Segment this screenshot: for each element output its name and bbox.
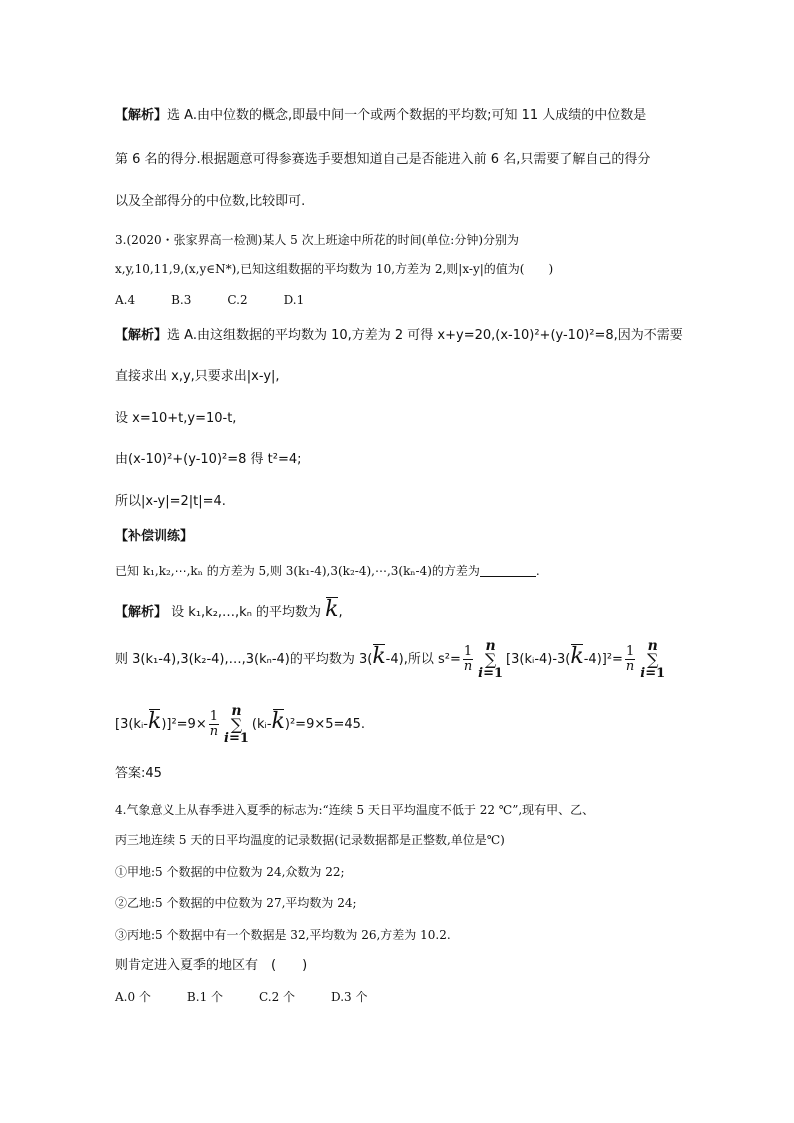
fraction-numerator: 1 — [463, 644, 473, 659]
fraction-denominator: n — [625, 659, 635, 674]
supplementary-heading: 【补偿训练】 — [115, 529, 194, 544]
analysis-line-3: 以及全部得分的中位数,比较即可. — [115, 194, 306, 209]
analysis-tag: 【解析】 — [115, 108, 168, 123]
answer-line: 答案:45 — [115, 766, 162, 781]
fraction-denominator: n — [463, 659, 473, 674]
solution-text: 选 A.由这组数据的平均数为 10,方差为 2 可得 x+y=20,(x-10)²+(y-10)²=8,因为不需要 — [167, 328, 683, 343]
sum-lower-limit — [640, 667, 665, 681]
k-bar-symbol: k — [570, 644, 584, 669]
analysis-line-2: 第 6 名的得分.根据题意可得参赛选手要想知道自己是否能进入前 6 名,只需要了解自己的得分 — [115, 152, 651, 167]
sol2-text-c: [3(kᵢ-4)-3( — [506, 652, 571, 667]
k-bar-symbol: k — [372, 644, 386, 669]
sum-start: =1 — [483, 665, 504, 681]
question-3-line-2: x,y,10,11,9,(x,y∈N*),已知这组数据的平均数为 10,方差为 2,则|x-y|的值为( ) — [115, 262, 554, 276]
analysis-text: 选 A.由中位数的概念,即最中间一个或两个数据的平均数;可知 11 人成绩的中位数是 — [167, 108, 647, 123]
k-bar-symbol: k — [147, 709, 162, 734]
fraction-denominator: n — [209, 724, 219, 739]
sum-index: i — [224, 730, 229, 746]
fraction-numerator: 1 — [625, 644, 635, 659]
sol3-text-d: )²=9×5=45. — [284, 717, 366, 732]
question-4-options: A.0 个 B.1 个 C.2 个 D.3 个 — [115, 990, 368, 1004]
question-4-line-1: 4.气象意义上从春季进入夏季的标志为:“连续 5 天日平均温度不低于 22 ℃”,现有甲、乙、 — [115, 803, 595, 817]
comma: , — [338, 605, 343, 620]
solution-3-line-1 — [115, 328, 683, 344]
supplementary-solution-line-3 — [115, 703, 365, 747]
sum-upper-limit: n — [231, 702, 242, 719]
question-3-line-1: 3.(2020・张家界高一检测)某人 5 次上班途中所花的时间(单位:分钟)分别为 — [115, 233, 520, 247]
fraction-one-over-n — [625, 645, 635, 674]
question-4-line-6: 则肯定进入夏季的地区有 ( ) — [115, 958, 308, 973]
sol3-text-a: [3(kᵢ- — [115, 717, 148, 732]
k-bar-symbol: k — [271, 709, 285, 734]
question-4-line-5: ③丙地:5 个数据中有一个数据是 32,平均数为 26,方差为 10.2. — [115, 928, 451, 942]
sol2-text-a: 则 3(k₁-4),3(k₂-4),…,3(kₙ-4)的平均数为 3( — [115, 652, 373, 667]
question-period: . — [535, 564, 540, 578]
sigma: ∑ — [484, 649, 497, 669]
solution-3-line-2: 直接求出 x,y,只要求出|x-y|, — [115, 369, 280, 384]
k-bar-symbol: k — [325, 597, 339, 622]
question-4-line-4: ②乙地:5 个数据的中位数为 27,平均数为 24; — [115, 896, 357, 910]
fraction-one-over-n — [209, 710, 219, 739]
question-4-line-3: ①甲地:5 个数据的中位数为 24,众数为 22; — [115, 865, 345, 879]
supplementary-solution-tag: 【解析】 — [115, 605, 168, 620]
solution-3-line-4: 由(x-10)²+(y-10)²=8 得 t²=4; — [115, 452, 302, 467]
supplementary-question — [115, 563, 540, 579]
summation-symbol — [478, 639, 503, 681]
fraction-numerator: 1 — [209, 709, 219, 724]
sum-lower-limit — [224, 732, 249, 746]
sol3-text-b: )]²=9× — [161, 717, 207, 732]
question-4-line-2: 丙三地连续 5 天的日平均温度的记录数据(记录数据都是正整数,单位是℃) — [115, 833, 505, 847]
solution-tag: 【解析】 — [115, 328, 168, 343]
sol2-text-b: -4),所以 s²= — [385, 652, 461, 667]
question-3-options: A.4 B.3 C.2 D.1 — [115, 293, 305, 307]
sol3-text-c: (kᵢ- — [251, 717, 272, 732]
sol2-text-d: -4)]²= — [583, 652, 623, 667]
supplementary-question-text: 已知 k₁,k₂,⋯,kₙ 的方差为 5,则 3(k₁-4),3(k₂-4),⋯,3(kₙ-4)的方差为 — [115, 564, 480, 578]
sum-start: =1 — [645, 665, 666, 681]
summation-symbol — [640, 639, 665, 681]
supplementary-solution-line-1 — [115, 597, 343, 622]
sum-start: =1 — [228, 730, 249, 746]
solution-3-line-5: 所以|x-y|=2|t|=4. — [115, 494, 226, 509]
fraction-one-over-n — [463, 645, 473, 674]
summation-symbol — [224, 704, 249, 746]
sum-index: i — [640, 665, 646, 681]
sum-upper-limit: n — [647, 637, 658, 654]
sum-lower-limit — [478, 667, 503, 681]
sum-index: i — [478, 665, 484, 681]
solution-3-line-3: 设 x=10+t,y=10-t, — [115, 411, 237, 426]
sum-upper-limit: n — [485, 637, 496, 654]
sigma: ∑ — [230, 714, 243, 734]
supplementary-solution-line-2 — [115, 638, 668, 682]
sigma: ∑ — [646, 649, 659, 669]
analysis-line-1 — [115, 108, 646, 124]
answer-blank — [480, 564, 536, 577]
supplementary-solution-text-1: 设 k₁,k₂,…,kₙ 的平均数为 — [171, 605, 322, 620]
